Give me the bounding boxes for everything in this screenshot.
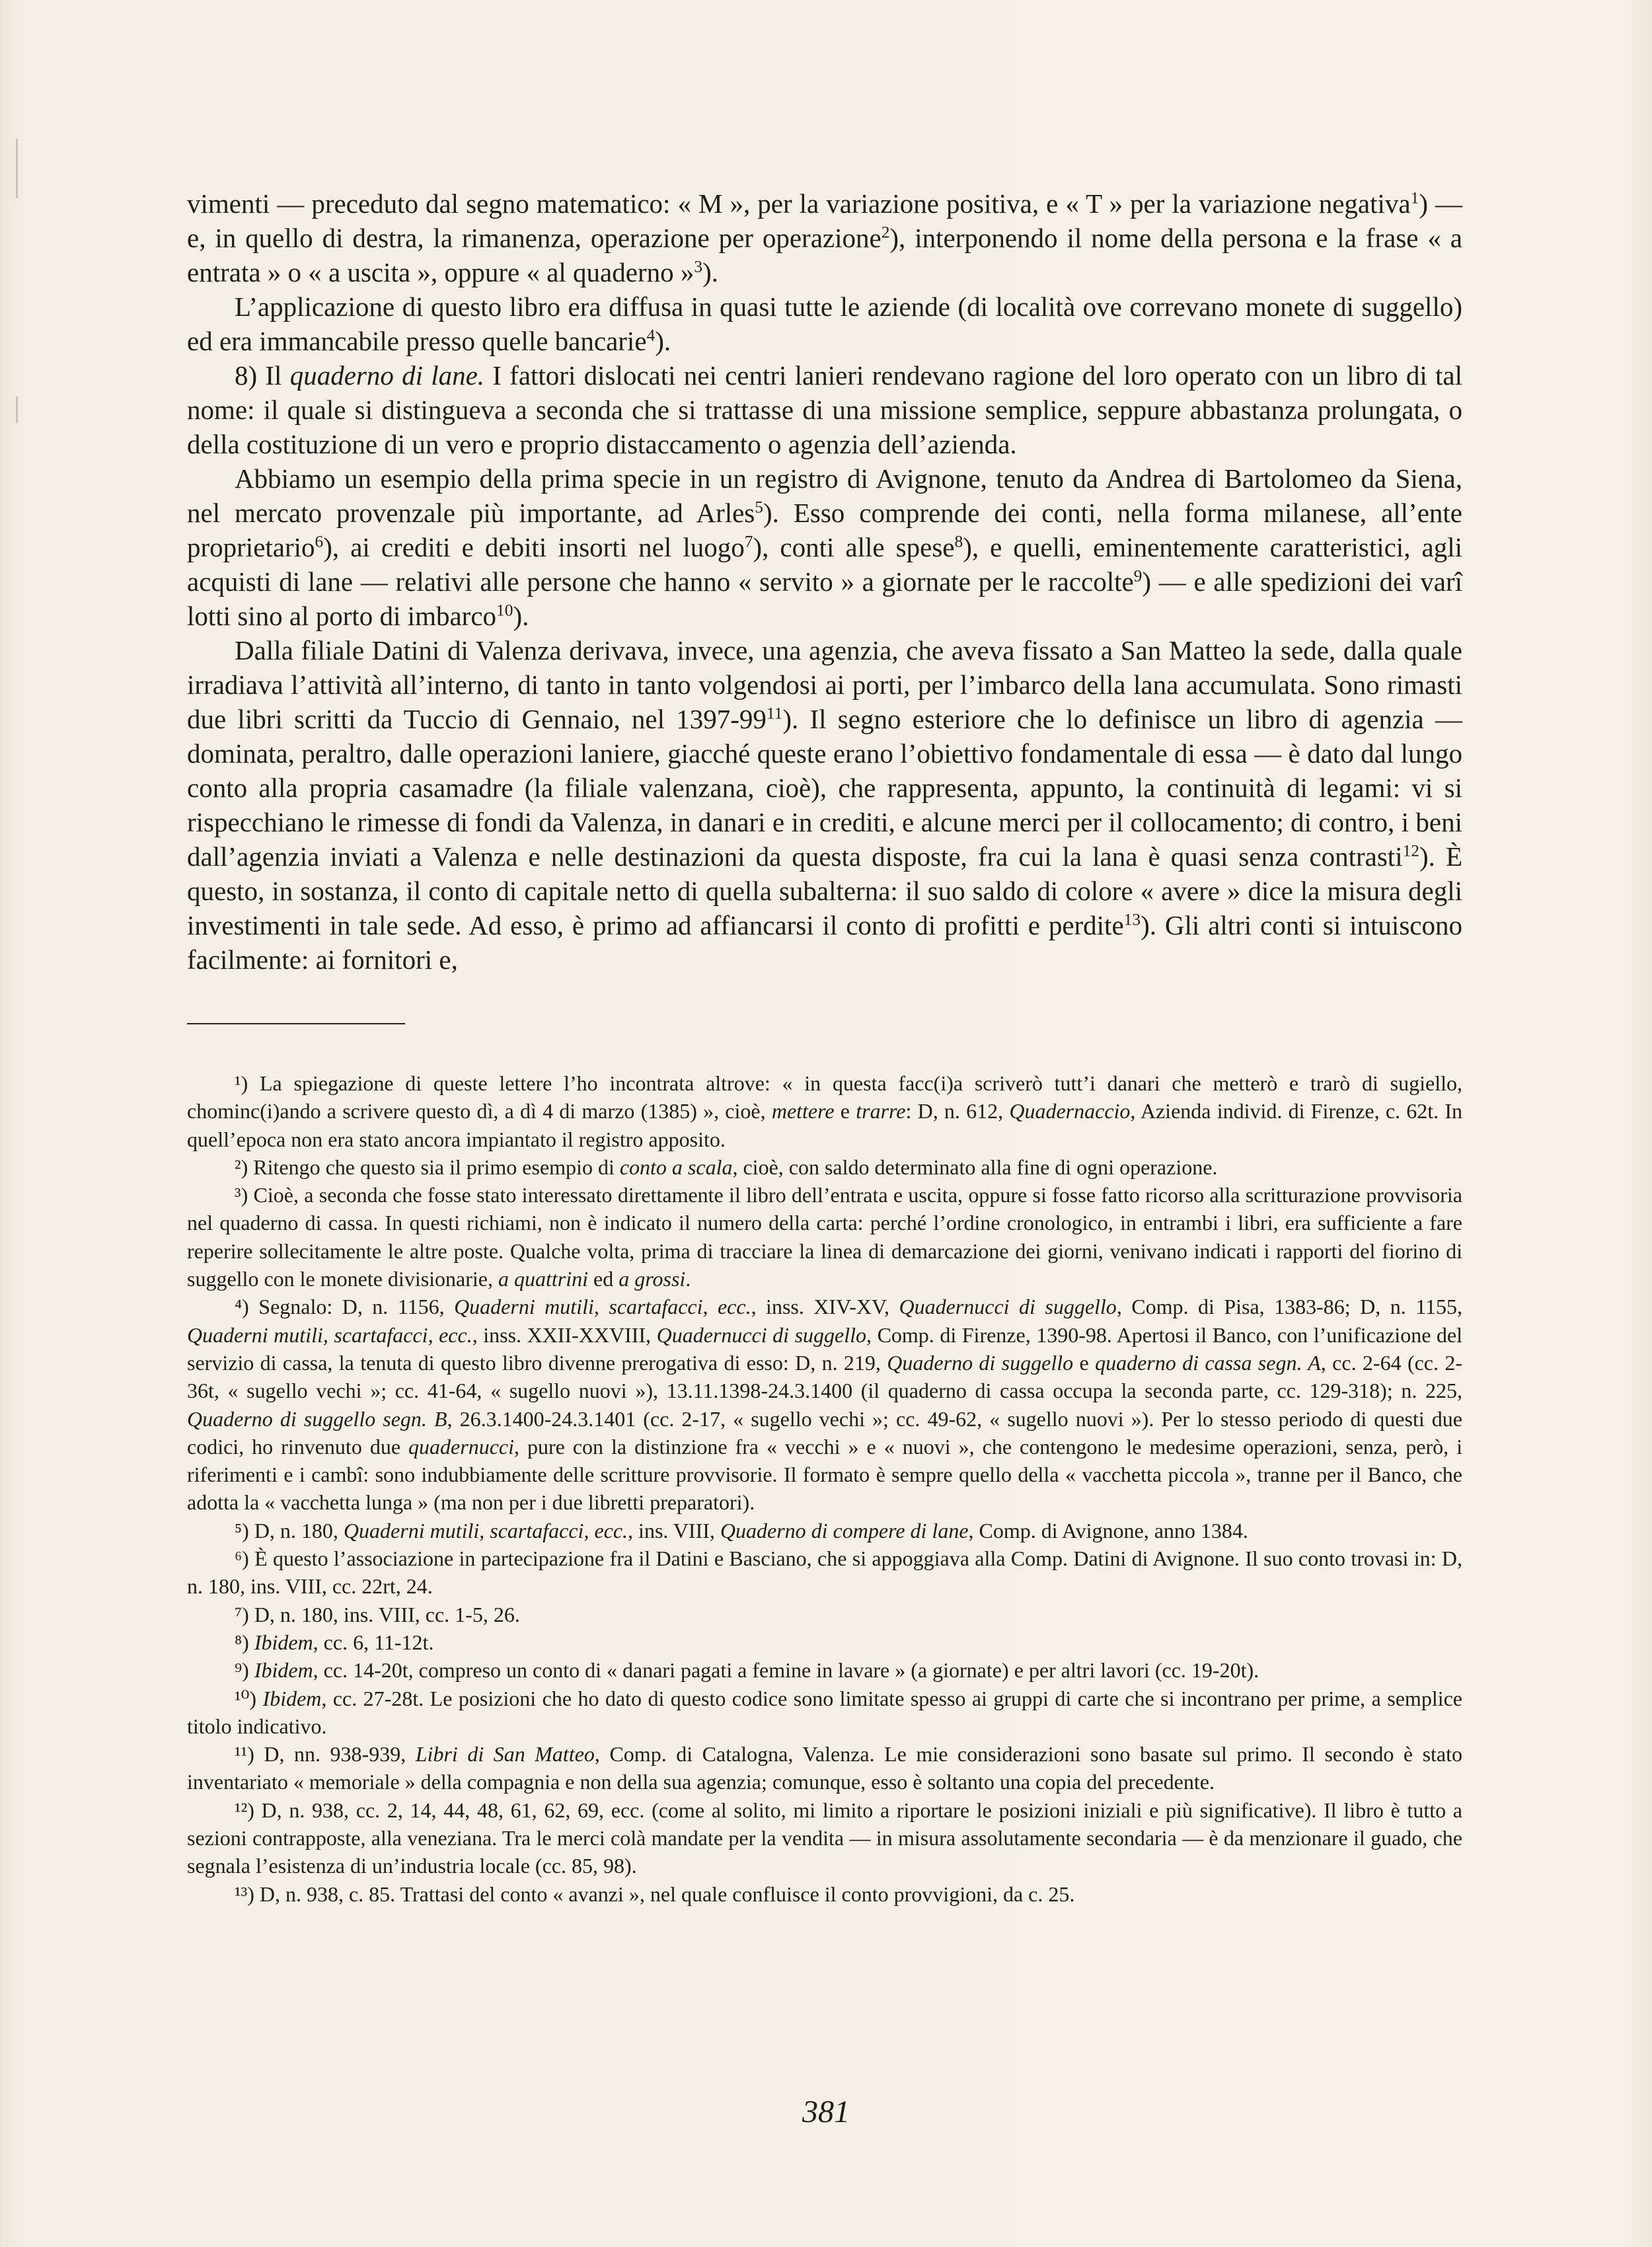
footnotes [187,1069,1462,1908]
footnote: ¹¹) D, nn. 938-939, Libri di San Matteo, Comp. di Catalogna, Valenza. Le mie considerazioni sono basate sul primo. Il secondo è stato inventariato « memoriale » della compagnia e non della sua agenzia; comunque, esso è soltanto una copia del precedente. [187,1742,1463,1794]
footnote: ²) Ritengo che questo sia il primo esempio di conto a scala, cioè, con saldo determinato alla fine di ogni operazione. [235,1155,1218,1179]
footnote: ¹³) D, n. 938, c. 85. Trattasi del conto « avanzi », nel quale confluisce il conto provvigioni, da c. 25. [235,1882,1075,1906]
footnote: ⁸) Ibidem, cc. 6, 11-12t. [235,1630,434,1654]
body-paragraph: vimenti — preceduto dal segno matematico: « M », per la variazione positiva, e « T » per la variazione negativa$^1$) — e, in quello di destra, la rimanenza, operazione per operazione$^2$), interponendo il nome della persona e la frase « a entrata » o « a uscita », oppure « al quaderno »$^3$). [187,188,1463,287]
footnote-ref: 7 [744,532,753,551]
footnote-ref: 5 [755,498,763,517]
footnote: ¹) La spiegazione di queste lettere l’ho incontrata altrove: « in questa facc(i)a scriverò tutt’i danari che metterò e trarò di sugiello, chominc(i)ando a scrivere questo dì, a dì 4 di marzo (1385) », cioè, mettere e trarre: D, n. 612, Quadernaccio, Azienda individ. di Firenze, c. 62t. In quell’epoca non era stato ancora impiantato il registro apposito. [187,1071,1463,1151]
body-paragraph: 8) Il quaderno di lane. I fattori dislocati nei centri lanieri rendevano ragione del loro operato con un libro di tal nome: il quale si distingueva a seconda che si trattasse di una missione semplice, seppure abbastanza prolungata, o della costituzione di un vero e proprio distaccamento o agenzia dell’azienda. [187,360,1462,459]
footnote: ³) Cioè, a seconda che fosse stato interessato direttamente il libro dell’entrata e uscita, oppure si fosse fatto ricorso alla scritturazione provvisoria nel quaderno di cassa. In questi richiami, non è indicato il numero della carta: perché l’ordine cronologico, in entrambi i libri, era sufficiente a fare reperire sollecitamente le altre poste. Qualche volta, prima di tracciare la linea di demarcazione dei giorni, venivano indicati i rapporti del fiorino di suggello con le monete divisionarie, a quattrini ed a grossi. [187,1183,1462,1291]
footnote-ref: 12 [1402,841,1419,860]
footnote: ¹⁰) Ibidem, cc. 27-28t. Le posizioni che ho dato di questo codice sono limitate spesso ai gruppi di carte che si incontrano per prime, a semplice titolo indicativo. [187,1686,1463,1738]
footnote-ref: 6 [315,532,324,551]
footnote-ref: 3 [694,257,703,276]
footnote: ¹²) D, n. 938, cc. 2, 14, 44, 48, 61, 62, 69, ecc. (come al solito, mi limito a riportare le posizioni iniziali e più significative). Il libro è tutto a sezioni contrapposte, alla veneziana. Tra le merci colà mandate per la vendita — in misura assolutamente secondaria — è da menzionare il guado, che segnala l’esistenza di un’industria locale (cc. 85, 98). [187,1798,1462,1878]
page-edge-mark [16,139,18,198]
body-paragraph: Abbiamo un esempio della prima specie in un registro di Avignone, tenuto da Andrea di Bartolomeo da Siena, nel mercato provenzale più importante, ad Arles$^5$). Esso comprende dei conti, nella forma milanese, all’ente proprietario$^6$), ai crediti e debiti insorti nel luogo$^7$), conti alle spese$^8$), e quelli, eminentemente caratteristici, agli acquisti di lane — relativi alle persone che hanno « servito » a giornate per le raccolte$^9$) — e alle spedizioni dei varî lotti sino al porto di imbarco$^{10}$). [187,463,1462,631]
body-paragraph: Dalla filiale Datini di Valenza derivava, invece, una agenzia, che aveva fissato a San Matteo la sede, dalla quale irradiava l’attività all’interno, di tanto in tanto volgendosi ai porti, per l’imbarco della lana accumulata. Sono rimasti due libri scritti da Tuccio di Gennaio, nel $1397-99^{11}$). Il segno esteriore che lo definisce un libro di agenzia — dominata, peraltro, dalle operazioni laniere, giacché queste erano l’obiettivo fondamentale di essa — è dato dal lungo conto alla propria casamadre (la filiale valenzana, cioè), che rappresenta, appunto, la continuità di legami: vi si rispecchiano le rimesse di fondi da Valenza, in danari e in crediti, e alcune merci per il collocamento; di contro, i beni dall’agenzia inviati a Valenza e nelle destinazioni da questa disposte, fra cui la lana è quasi senza contrasti$^{12}$). È questo, in sostanza, il conto di capitale netto di quella subalterna: il suo saldo di colore « avere » dice la misura degli investimenti in tale sede. Ad esso, è primo ad affiancarsi il conto di profitti e perdite$^{13}$). Gli altri conti si intuiscono facilmente: ai fornitori e, [187,635,1462,975]
footnote-ref: 10 [496,601,513,620]
footnote-separator [187,1023,405,1024]
footnote-ref: 8 [954,532,963,551]
footnote-ref: 9 [1133,566,1143,586]
body-paragraph: L’applicazione di questo libro era diffusa in quasi tutte le aziende (di località ove correvano monete di suggello) ed era immancabile presso quelle bancarie$^4$). [187,291,1462,356]
footnote: ⁹) Ibidem, cc. 14-20t, compreso un conto di « danari pagati a femine in lavare » (a giornate) e per altri lavori (cc. 19-20t). [235,1658,1259,1683]
footnote: ⁷) D, n. 180, ins. VIII, cc. 1-5, 26. [235,1602,520,1626]
body-text [187,186,1462,977]
footnote-ref: 2 [881,223,890,242]
page-number: 381 [802,2094,850,2129]
footnote-ref: 1 [1410,188,1419,208]
footnote: ⁴) Segnalo: D, n. 1156, Quaderni mutili, scartafacci, ecc., inss. XIV-XV, Quadernucci di suggello, Comp. di Pisa, 1383-86; D, n. 1155, Quaderni mutili, scartafacci, ecc., inss. XXII-XXVIII, Quadernucci di suggello, Comp. di Firenze, 1390-98. Apertosi il Banco, con l’unificazione del servizio di cassa, la tenuta di questo libro divenne prerogativa di esso: D, n. 219, Quaderno di suggello e quaderno di cassa segn. A, cc. 2-64 (cc. 2-36t, « sugello vechi »; cc. 41-64, « sugello nuovi »), 13.11.1398-24.3.1400 (il quaderno di cassa occupa la seconda parte, cc. 129-318); n. 225, Quaderno di suggello segn. B, 26.3.1400-24.3.1401 (cc. 2-17, « sugello vechi »; cc. 49-62, « sugello nuovi »). Per lo stesso periodo di questi due codici, ho rinvenuto due quadernucci, pure con la distinzione fra « vecchi » e « nuovi », che contengono le medesime operazioni, senza, però, i riferimenti e i cambî: sono indubbiamente delle scritture provvisorie. Il formato è sempre quello della « vacchetta piccola », tranne per il Banco, che adotta la « vacchetta lunga » (ma non per i due libretti preparatori). [187,1295,1463,1515]
section-title: quaderno di lane. [289,360,485,391]
footnote: ⁵) D, n. 180, Quaderni mutili, scartafacci, ecc., ins. VIII, Quaderno di compere di lane, Comp. di Avignone, anno 1384. [235,1518,1248,1542]
footnote-ref: 4 [646,326,656,345]
footnote-ref: 13 [1123,910,1141,929]
footnote: ⁶) È questo l’associazione in partecipazione fra il Datini e Basciano, che si appoggiava alla Comp. Datini di Avignone. Il suo conto trovasi in: D, n. 180, ins. VIII, cc. 22rt, 24. [187,1546,1462,1599]
footnote-ref: 11 [766,704,783,723]
page-edge-mark [16,397,18,423]
